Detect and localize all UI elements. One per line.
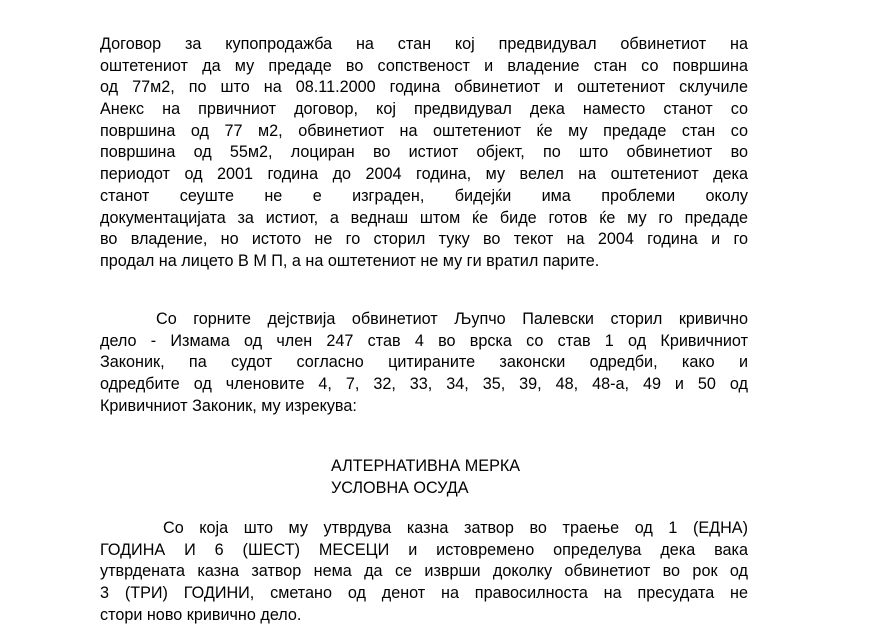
text-line: станот сеуште не е изграден, бидејќи има проблеми околу xyxy=(100,186,748,205)
text-line: Кривичниот Законик, му изрекува: xyxy=(100,396,357,415)
text-line: Договор за купопродажба на стан кој предвидувал обвинетиот на xyxy=(100,35,748,53)
text-line: продал на лицето В М П, а на оштетениот не му ги вратил парите. xyxy=(100,251,600,270)
text-line: дело - Измама од член 247 став 4 во врска со став 1 од Кривичниот xyxy=(100,331,748,350)
heading-alternative-measure: АЛТЕРНАТИВНА МЕРКА xyxy=(331,457,521,475)
paragraph-contract-description xyxy=(100,34,748,273)
text-line: документацијата за истиот, а веднаш штом ќе биде готов ќе му го предаде xyxy=(100,208,748,227)
text-line: ГОДИНА И 6 (ШЕСТ) МЕСЕЦИ и истовремено определува дека вака xyxy=(100,540,748,559)
text-line: стори ново кривично дело. xyxy=(100,605,302,624)
text-line: оштетениот да му предаде во сопственост и владение стан со површина xyxy=(100,56,748,75)
text-line: одредбите од членовите 4, 7, 32, 33, 34, 35, 39, 48, 48-а, 49 и 50 од xyxy=(100,375,748,394)
text-line: периодот од 2001 година до 2004 година, му велел на оштетениот дека xyxy=(100,165,748,184)
text-line: во владение, но истото не го сторил туку во текот на 2004 година и го xyxy=(100,230,748,249)
text-line: површина од 77 м2, обвинетиот на оштетениот ќе му предаде стан со xyxy=(100,121,748,140)
heading-conditional-sentence: УСЛОВНА ОСУДА xyxy=(331,479,469,497)
text-line: 3 (ТРИ) ГОДИНИ, сметано од денот на правосилноста на пресудата не xyxy=(100,584,748,603)
text-line: Законик, па судот согласно цитираните законски одредби, како и xyxy=(100,353,748,372)
text-line: утврдената казна затвор нема да се изврши доколку обвинетиот во рок од xyxy=(100,562,748,581)
text-line: Со горните дејствија обвинетиот Љупчо Палевски сторил кривично xyxy=(156,310,748,328)
paragraph-criminal-act xyxy=(100,309,748,417)
text-line: Со која што му утврдува казна затвор во траење од 1 (ЕДНА) xyxy=(163,519,748,537)
text-line: од 77м2, по што на 08.11.2000 година обвинетиот и оштетениот склучиле xyxy=(100,78,748,97)
paragraph-sentence xyxy=(100,518,748,626)
text-line: површина од 55м2, лоциран во истиот објект, по што обвинетиот во xyxy=(100,143,748,162)
text-line: Анекс на првичниот договор, кој предвидувал дека наместо станот со xyxy=(100,100,748,119)
